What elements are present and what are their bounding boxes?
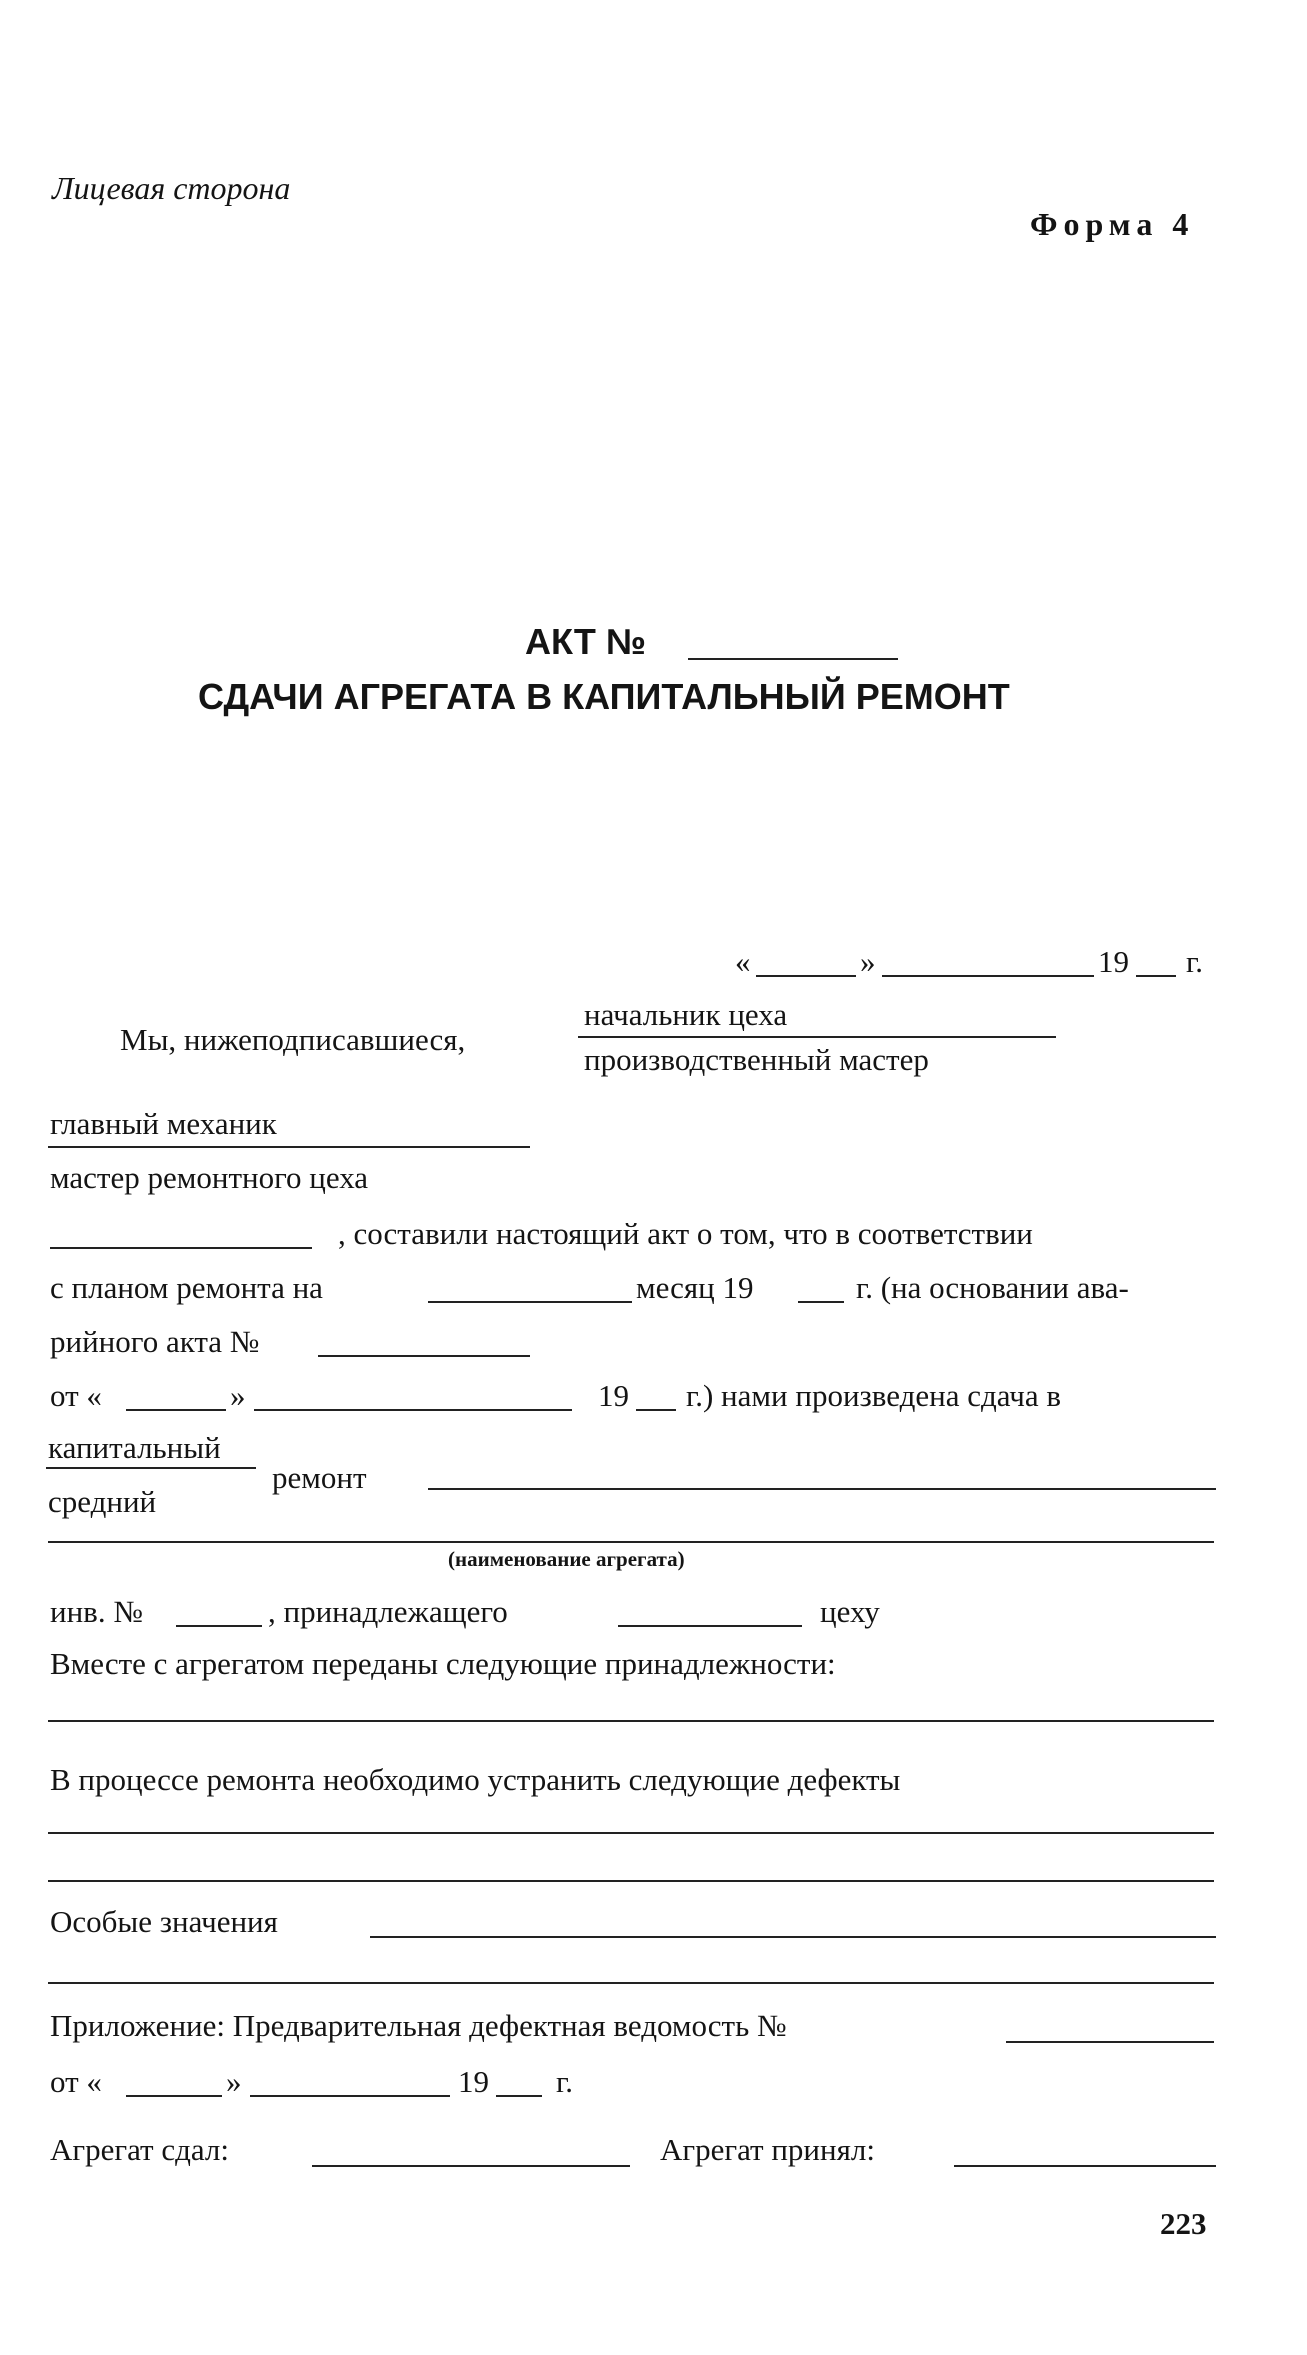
repair-master-text: мастер ремонтного цеха <box>50 1160 369 1195</box>
from-day-blank[interactable] <box>126 1409 226 1411</box>
option-capital: капитальный <box>48 1430 221 1465</box>
plan-month-blank[interactable] <box>428 1301 632 1303</box>
date-close-quote: » <box>860 944 876 979</box>
date-year-prefix: 19 <box>1098 944 1129 979</box>
belonging-text: , принадлежащего <box>268 1594 508 1629</box>
app-close-quote: » <box>226 2064 242 2099</box>
app-day-blank[interactable] <box>126 2095 222 2097</box>
emergency-act-blank[interactable] <box>318 1355 530 1357</box>
plan-month-text: месяц 19 <box>636 1270 754 1305</box>
repair-type-divider <box>46 1467 256 1469</box>
side-label: Лицевая сторона <box>52 170 291 206</box>
form-label: Форма 4 <box>1030 206 1195 242</box>
date-month-blank[interactable] <box>882 975 1094 977</box>
accessories-blank[interactable] <box>48 1720 1214 1722</box>
defects-blank-1[interactable] <box>48 1832 1214 1834</box>
handed-signature-blank[interactable] <box>312 2165 630 2167</box>
appendix-no-blank[interactable] <box>1006 2041 1214 2043</box>
unit-name-blank[interactable] <box>428 1488 1216 1490</box>
act-number-label: АКТ № <box>525 621 646 662</box>
we-signed-text: Мы, нижеподписавшиеся, <box>120 1022 466 1057</box>
date-day-blank[interactable] <box>756 975 856 977</box>
chief-mechanic-text: главный механик <box>50 1106 277 1141</box>
name-blank[interactable] <box>50 1247 312 1249</box>
unit-name-blank-2[interactable] <box>48 1541 1214 1543</box>
accepted-signature-blank[interactable] <box>954 2165 1216 2167</box>
act-title: СДАЧИ АГРЕГАТА В КАПИТАЛЬНЫЙ РЕМОНТ <box>198 676 1010 717</box>
from-prefix-text: от « <box>50 1378 102 1413</box>
defects-text: В процессе ремонта необходимо устранить следующие дефекты <box>50 1762 901 1797</box>
chief-mechanic-underline <box>48 1146 530 1148</box>
shop-text: цеху <box>820 1594 880 1629</box>
page-number: 223 <box>1160 2206 1207 2241</box>
repair-text: ремонт <box>272 1460 367 1495</box>
app-year-suffix: г. <box>556 2064 573 2099</box>
handed-text: Агрегат сдал: <box>50 2132 229 2167</box>
defects-blank-2[interactable] <box>48 1880 1214 1882</box>
special-blank-2[interactable] <box>48 1982 1214 1984</box>
inv-no-text: инв. № <box>50 1594 143 1629</box>
from-close-quote: » <box>230 1378 246 1413</box>
app-year-blank[interactable] <box>496 2095 542 2097</box>
inv-no-blank[interactable] <box>176 1625 262 1627</box>
option-production-master: производственный мастер <box>584 1042 929 1077</box>
plan-prefix-text: с планом ремонта на <box>50 1270 323 1305</box>
option-divider <box>578 1036 1056 1038</box>
unit-caption: (наименование агрегата) <box>448 1547 685 1571</box>
from-year-prefix: 19 <box>598 1378 629 1413</box>
act-number-blank[interactable] <box>688 658 898 660</box>
from-suffix-text: г.) нами произведена сдача в <box>686 1378 1061 1413</box>
plan-year-blank[interactable] <box>798 1301 844 1303</box>
from-year-blank[interactable] <box>636 1409 676 1411</box>
date-year-blank[interactable] <box>1136 975 1176 977</box>
plan-suffix-text: г. (на основании ава- <box>856 1270 1129 1305</box>
emergency-act-text: рийного акта № <box>50 1324 260 1359</box>
from-month-blank[interactable] <box>254 1409 572 1411</box>
app-from-prefix: от « <box>50 2064 102 2099</box>
shop-blank[interactable] <box>618 1625 802 1627</box>
accepted-text: Агрегат принял: <box>660 2132 875 2167</box>
special-blank-1[interactable] <box>370 1936 1216 1938</box>
accessories-text: Вместе с агрегатом переданы следующие принадлежности: <box>50 1646 836 1681</box>
composed-text: , составили настоящий акт о том, что в соответствии <box>338 1216 1033 1251</box>
option-medium: средний <box>48 1484 157 1519</box>
option-shop-chief: начальник цеха <box>584 997 788 1032</box>
app-month-blank[interactable] <box>250 2095 450 2097</box>
date-open-quote: « <box>735 944 751 979</box>
date-year-suffix: г. <box>1186 944 1203 979</box>
app-year-prefix: 19 <box>458 2064 489 2099</box>
appendix-text: Приложение: Предварительная дефектная ведомость № <box>50 2008 787 2043</box>
special-text: Особые значения <box>50 1904 278 1939</box>
